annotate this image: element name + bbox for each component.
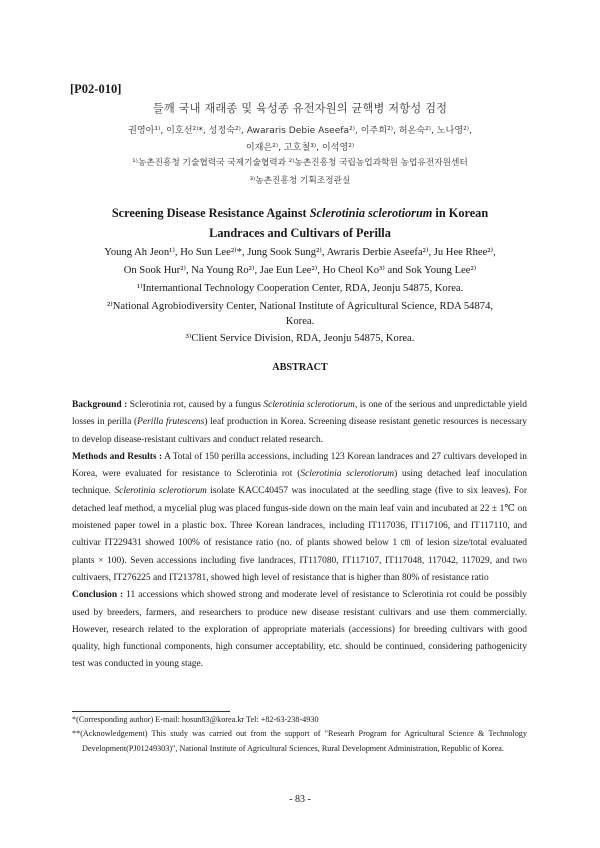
korean-affiliation-line1: ¹⁾농촌진흥청 기술협력국 국제기술협력과 ²⁾농촌진흥청 국립농업과학원 농업유전자원센터: [132, 158, 468, 168]
page-number: - 83 -: [289, 794, 311, 805]
methods-paragraph: [72, 449, 527, 587]
conclusion-text: 11 accessions which showed strong and moderate level of resistance to Sclerotinia rot could be possibly used by breeders, farmers, and researchers to produce new disease resistant cultivars and use them commercially. However, research related to the exploration of appropriate materials (accessions) for breeding cultivars with good quality, high functional components, high consumer acceptability, etc. should be continued, considering pathogenicity test was conducted in young stage.: [72, 590, 527, 670]
affiliation-2-continued: Korea.: [285, 316, 315, 327]
methods-text-3: isolate KACC40457 was inoculated at the seedling stage (five to six leaves). For detached leaf method, a mycelial plug was placed fungus-side down on the main leaf vain and incubated at 22 ± 1℃ on moistened paper towel in a plastic box. Three Korean landraces, including IT117036, IT117106, and IT117110, and cultivar IT229431 showed 100% of resistance ratio (no. of plants showed below 1 ㎝ of lesion size/total evaluated plants × 100). Seven accessions including five landraces, IT117080, IT117107, IT117048, 117042, 117029, and two cultivaers, IT276225 and IT213781, showed high level of resistance that is higher than 80% of resistance ratio: [72, 486, 528, 583]
english-title-part-b: in Korean: [432, 206, 489, 220]
korean-affiliation-line2: ³⁾농촌진흥청 기획조정관실: [249, 176, 351, 186]
korean-authors-line1: 권영아¹⁾, 이호선²⁾*, 성정숙²⁾, Awararis Debie Aseefa²⁾, 이주희²⁾, 허온숙²⁾, 노나영²⁾,: [128, 126, 472, 136]
english-authors-line1: Young Ah Jeon¹⁾, Ho Sun Lee²⁾*, Jung Sook Sung²⁾, Awraris Derbie Aseefa²⁾, Ju Hee Rhee²⁾,: [104, 247, 496, 258]
korean-title: 들깨 국내 재래종 및 육성종 유전자원의 균핵병 저항성 검정: [152, 102, 448, 115]
english-title-part-a: Screening Disease Resistance Against: [111, 206, 310, 220]
methods-text-2: ) using detached leaf inoculation technique.: [72, 469, 528, 497]
english-title-species: Sclerotinia sclerotiorum: [309, 206, 433, 220]
background-text-3: ) leaf production in Korea. Screening disease resistant genetic resources is necessary to develop disease-resistant cultivars and conduct related research.: [72, 417, 527, 445]
affiliation-3: ³⁾Client Service Division, RDA, Jeonju 54875, Korea.: [185, 333, 415, 344]
background-species-2: Perilla frutescens: [137, 417, 205, 428]
conclusion-label: Conclusion :: [72, 590, 124, 601]
footnote-acknowledgement: [72, 727, 527, 756]
background-species: Sclerotinia sclerotiorum: [263, 400, 355, 410]
footnote-corresponding: *(Corresponding author) E-mail: hosun83@korea.kr Tel: +82-63-238-4930: [72, 715, 319, 724]
affiliation-2: ²⁾National Agrobiodiversity Center, National Institute of Agricultural Science, RDA 54874,: [106, 301, 494, 312]
poster-code: [P02-010]: [70, 82, 122, 96]
methods-label: Methods and Results :: [72, 451, 163, 462]
korean-authors-line2: 이재은²⁾, 고호철³⁾, 이석영²⁾: [245, 143, 355, 153]
background-label: Background :: [72, 400, 128, 410]
abstract-body: [72, 397, 527, 674]
english-title-line2: Landraces and Cultivars of Perilla: [209, 226, 391, 240]
methods-text-1: A Total of 150 perilla accessions, including 123 Korean landraces and 27 cultivars developed in Korea, were evaluated for resistance to Sclerotinia rot (: [72, 451, 527, 480]
background-text-2: , is one of the serious and unpredictable yield losses in perilla (: [72, 400, 527, 428]
background-text-1: Sclerotinia rot, caused by a fungus: [127, 400, 264, 410]
english-authors-line2: On Sook Hur²⁾, Na Young Ro²⁾, Jae Eun Lee²⁾, Ho Cheol Ko³⁾ and Sok Young Lee²⁾: [123, 265, 477, 276]
affiliation-1: ¹⁾Internantional Technology Cooperation Center, RDA, Jeonju 54875, Korea.: [136, 283, 464, 294]
conclusion-paragraph: [72, 587, 527, 673]
acknowledgement-text: **(Acknowledgement) This study was carried out from the support of "Researh Program for Agricultural Science & Technology Development(PJ01249303)", National Institute of Agricultural Sciences, Rural Development Administration, Republic of Korea.: [72, 729, 527, 753]
background-paragraph: [72, 397, 527, 449]
english-title-line1: [55, 206, 545, 221]
methods-species-1: Sclerotinia sclerotiorum: [300, 469, 395, 480]
methods-species-2: Sclerotinia sclerotiorum: [114, 486, 207, 497]
footnote-divider: [72, 711, 230, 712]
abstract-heading: ABSTRACT: [272, 362, 328, 373]
